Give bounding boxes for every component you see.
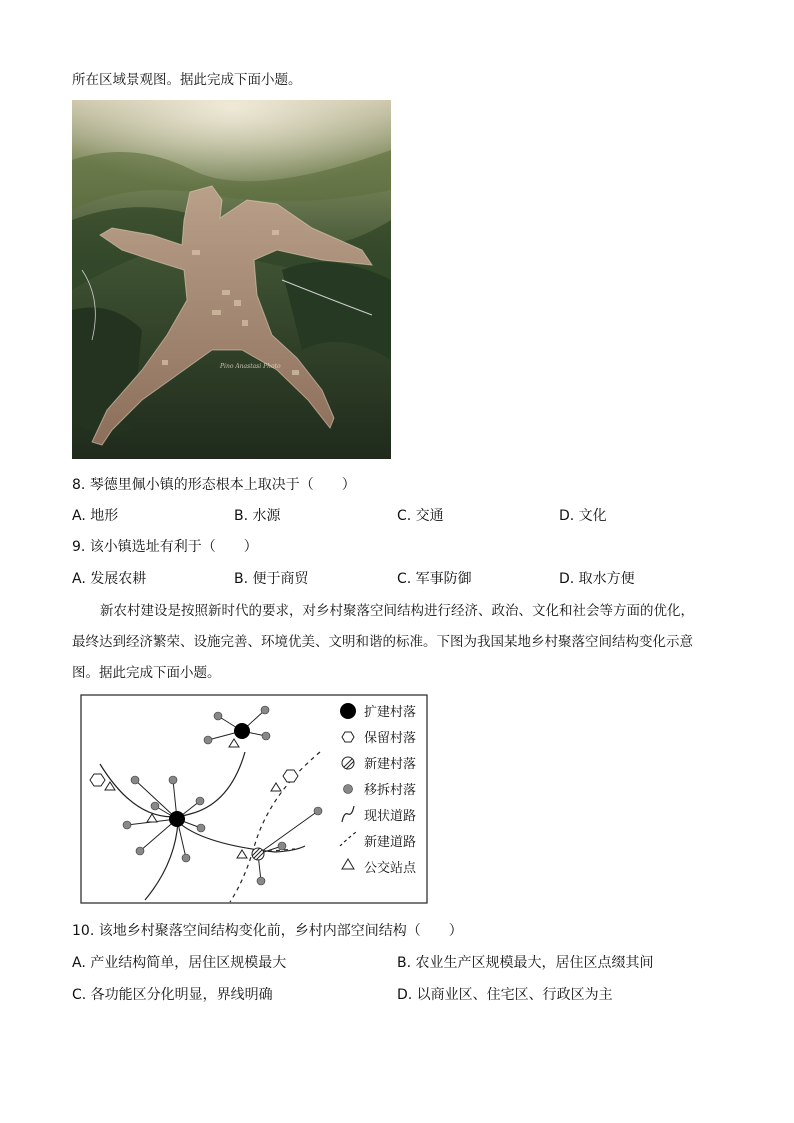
passage-line-2: 最终达到经济繁荣、设施完善、环境优美、文明和谐的标准。下图为我国某地乡村聚落空间结构变化示意 [72,634,693,650]
passage-line-3: 图。据此完成下面小题。 [72,665,221,681]
legend-relocated-icon [344,785,353,794]
relocated-village [278,842,286,850]
q8-option-a[interactable]: A. 地形 [72,508,119,524]
relocated-village [182,854,190,862]
relocated-village [262,732,270,740]
legend-label: 移拆村落 [364,783,417,798]
expanded-village [169,811,185,827]
q10-option-d[interactable]: D. 以商业区、住宅区、行政区为主 [397,987,613,1003]
intro-line: 所在区域景观图。据此完成下面小题。 [72,72,302,88]
legend-label: 新建村落 [364,757,417,772]
relocated-village [314,807,322,815]
q9-option-a[interactable]: A. 发展农耕 [72,571,147,587]
relocated-village [257,877,265,885]
q9-option-d[interactable]: D. 取水方便 [559,571,635,587]
relocated-village [196,797,204,805]
relocated-village [214,712,222,720]
q10-option-b[interactable]: B. 农业生产区规模最大，居住区点缀其间 [397,955,654,971]
legend-label: 新建道路 [364,835,417,850]
relocated-village [197,824,205,832]
relocated-village [131,776,139,784]
photo-watermark: Pino Anastasi Photo [220,363,281,370]
relocated-village [136,847,144,855]
legend-label: 保留村落 [364,731,417,746]
legend-label: 公交站点 [364,861,417,876]
relocated-village [151,802,159,810]
passage-line-1: 新农村建设是按照新时代的要求，对乡村聚落空间结构进行经济、政治、文化和社会等方面的优化， [100,603,694,619]
q10-option-a[interactable]: A. 产业结构简单，居住区规模最大 [72,955,287,971]
preserved-village [283,770,298,782]
relocated-village [204,736,212,744]
q9-option-b[interactable]: B. 便于商贸 [234,571,309,587]
q9-stem: 9. 该小镇选址有利于（ ） [72,539,258,555]
q9-option-c[interactable]: C. 军事防御 [397,571,472,587]
q8-option-c[interactable]: C. 交通 [397,508,444,524]
legend-preserved-icon [342,732,354,742]
relocated-village [123,821,131,829]
preserved-village [90,774,105,786]
q8-stem: 8. 琴德里佩小镇的形态根本上取决于（ ） [72,477,356,493]
q8-option-d[interactable]: D. 文化 [559,508,607,524]
settlement-structure-diagram [80,694,430,904]
q10-stem: 10. 该地乡村聚落空间结构变化前，乡村内部空间结构（ ） [72,923,463,939]
relocated-village [261,706,269,714]
legend-expanded-icon [340,703,356,719]
q8-option-b[interactable]: B. 水源 [234,508,281,524]
legend-label: 扩建村落 [364,705,417,720]
relocated-village [169,776,177,784]
expanded-village [234,723,250,739]
legend-label: 现状道路 [364,809,417,824]
q10-option-c[interactable]: C. 各功能区分化明显，界线明确 [72,987,273,1003]
town-aerial-photo [72,100,391,459]
